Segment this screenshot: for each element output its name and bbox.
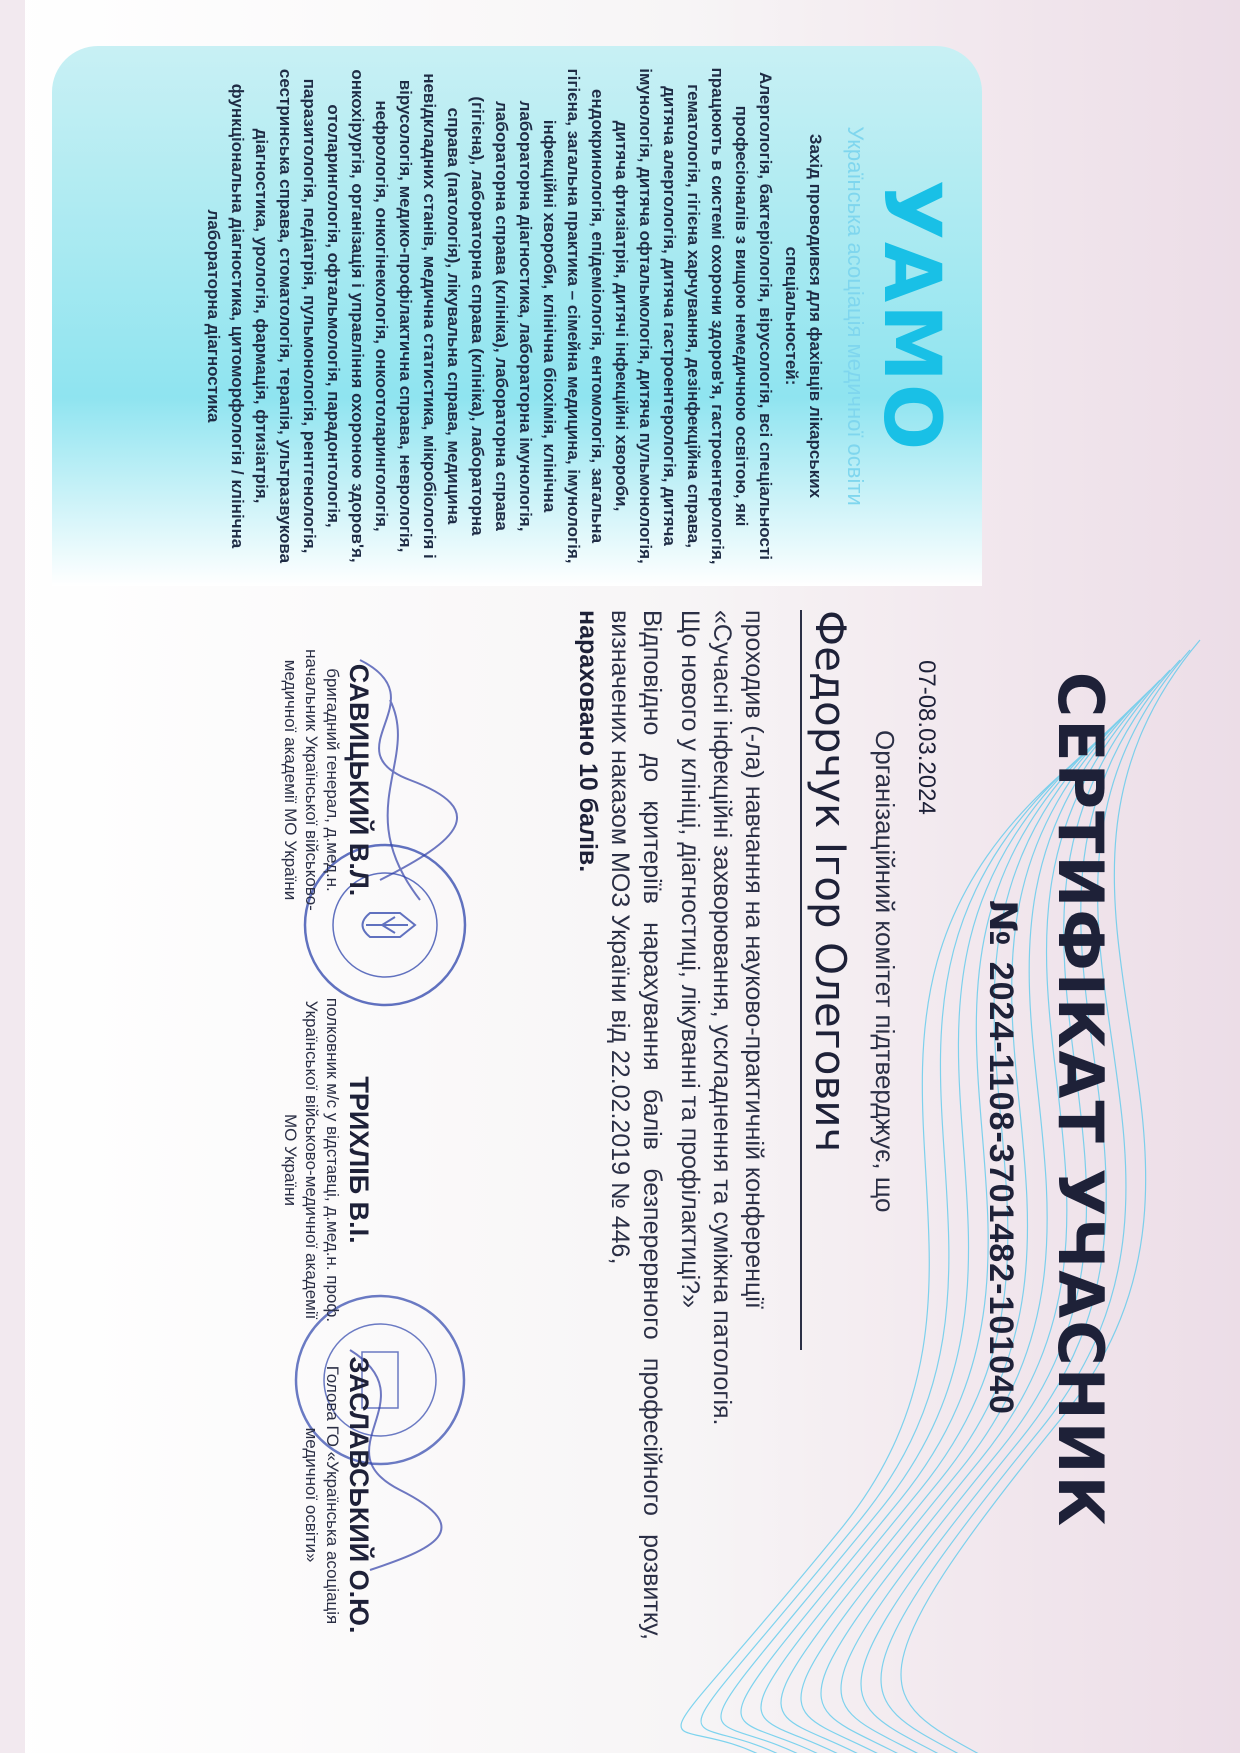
signatory-trykhlib [280,990,375,1330]
uamo-logo [842,106,954,526]
certificate-body [572,610,770,1640]
specialties-text [201,66,827,566]
signatory-name: ЗАСЛАВСЬКИЙ О.Ю. [344,1356,374,1634]
signatory-role: полковник м/с у відставці, д.мед.н. проф. Української військово-медичної академії МО України [281,997,342,1323]
body-line-3: Що нового у клініці, діагностиці, лікуванні та профілактиці?» [676,610,704,1308]
body-line-2: «Сучасні інфекційні захворювання, ускладнення та суміжна патологія. [708,610,736,1426]
logo-subtitle: Українська асоціація медичної освіти [843,126,868,506]
certificate-number: 2024-1108-3701482-101040 [982,961,1020,1415]
body-line-1: проходив (-ла) навчання на науково-практичній конференції [740,610,768,1309]
certificate-number-row [981,900,1025,1600]
committee-statement: Організаційний комітет підтверджує, що [870,730,900,1213]
points-awarded: нараховано 10 балів. [574,610,602,873]
signatory-name: ТРИХЛІБ В.І. [344,1076,374,1244]
event-date: 07-08.03.2024 [913,660,940,815]
specialties-list: Алергологія, бактеріологія, вірусологія, всі спеціальності професіоналів з вищою немедичною освітою, які працюють в системі охорони здоров'я, гастроентерологія, гематологія, гігієна харчування, дезінфекційна справа, дитяча алергологія, дитяча гастроентерологія, дитяча імунологія, дитяча офтальмологія, дитяча пульмонологія, дитяча фтизіатрія, дитячі інфекційні хвороби, ендокринологія, епідеміологія, ентомологія, загальна гігієна, загальна практика – сімейна медицина, імунологія, інфекційні хвороби, клінічна біохімія, клінічна лабораторна діагностика, лабораторна імунологія, лабораторна справа (клініка), лабораторна справа (гігієна), лабораторна справа (клініка), лабораторна справа (патологія), лікувальна справа, медицина невідкладних станів, медична статистика, мікробіологія і вірусологія, медико-профілактична справа, неврологія, нефрологія, онкогінекологія, онкоотоларингологія, онкохірургія, організація і управління охороною здоров'я, отоларингологія, офтальмологія, парадонтологія, паразитологія, педіатрія, пульмонологія, рентгенологія, сестринська справа, стоматологія, терапія, ультразвукова діагностика, урологія, фармація, фтизіатрія, функціональна діагностика, цитоморфологія / клінічна лабораторна діагностика [204,67,775,565]
signatory-name: САВИЦЬКИЙ В.Л. [344,663,374,897]
signatory-role: Голова ГО «Українська асоціація медичної освіти» [302,1365,342,1625]
signatory-role: бригадний генерал, д.мед.н. начальник Української військово-медичної академії МО України [281,649,342,911]
signatory-savytskyi [280,630,375,930]
specialties-panel [52,46,982,586]
criteria-text: Відповідно до критеріїв нарахування балів безперервного професійного розвитку, визначених наказом МОЗ України від 22.02.2019 № 446, [606,610,666,1640]
certificate-title: СЕРТИФІКАТ УЧАСНИК [1044,671,1117,1529]
specialties-lead: Захід проводився для фахівців лікарських спеціальностей: [782,133,825,499]
logo-mark: УАМО [866,179,956,453]
number-sign: № [981,900,1025,946]
signatory-zaslavskyi [301,1330,375,1660]
participant-name: Федорчук Ігор Олегович [800,610,855,1350]
